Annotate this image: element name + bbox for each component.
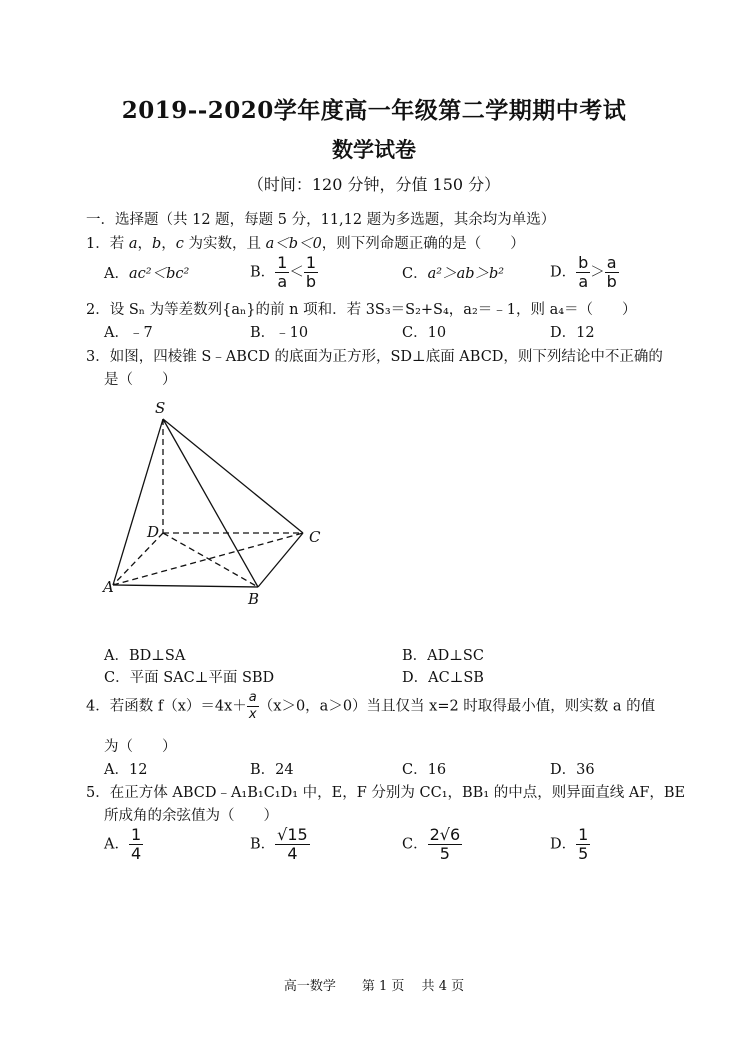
edge-BC bbox=[258, 533, 303, 587]
label-C: C bbox=[309, 528, 321, 546]
q5-option-b: B． $\frac{√15}{4}$ bbox=[250, 825, 308, 863]
question-number: 1． bbox=[86, 236, 110, 252]
q5-option-a: A． $\frac{1}{4}$ bbox=[104, 825, 142, 863]
q4-option-a: A．12 bbox=[104, 762, 148, 778]
diagonal-DB bbox=[163, 533, 258, 587]
question-5-line2: 所成角的余弦值为（ ） bbox=[104, 808, 278, 824]
q1-option-a: A．ac²＜bc² bbox=[104, 266, 190, 282]
question-4-line2: 为（ ） bbox=[104, 739, 177, 755]
label-B: B bbox=[248, 590, 260, 608]
edge-AB bbox=[113, 585, 258, 587]
exam-title: 2019--2020学年度高一年级第二学期期中考试 bbox=[121, 97, 627, 124]
question-4: 4．若函数 f（x）＝4x＋ $\frac{a}{x}$ （x＞0，a＞0）当且仅当 x=2 时取得最小值，则实数 a 的值 bbox=[86, 690, 656, 722]
q4-option-c: C．16 bbox=[402, 762, 447, 778]
q1-option-c: C．a²＞ab＞b² bbox=[402, 266, 505, 282]
pyramid-figure bbox=[95, 395, 335, 615]
q5-option-c: C． $\frac{2√6}{5}$ bbox=[402, 825, 461, 863]
q3-option-b: B．AD⊥SC bbox=[402, 648, 484, 664]
q1-option-b: B． $\frac{1}{a}$ ＜ $\frac{1}{b}$ bbox=[250, 253, 317, 291]
edge-SC bbox=[163, 419, 303, 533]
question-3: 3．如图，四棱锥 S﹣ABCD 的底面为正方形，SD⊥底面 ABCD，则下列结论中不正确的 bbox=[86, 349, 663, 365]
question-2: 2．设 Sₙ 为等差数列{aₙ}的前 n 项和．若 3S₃＝S₂+S₄，a₂＝﹣1，则 a₄＝（ ） bbox=[86, 302, 637, 318]
q3-option-a: A．BD⊥SA bbox=[104, 648, 186, 664]
question-5: 5．在正方体 ABCD﹣A₁B₁C₁D₁ 中，E，F 分别为 CC₁，BB₁ 的中点，则异面直线 AF，BE bbox=[86, 785, 686, 801]
q2-option-a: A．﹣7 bbox=[104, 325, 153, 341]
section-heading: 一．选择题（共 12 题，每题 5 分，11,12 题为多选题，其余均为单选） bbox=[86, 212, 556, 228]
q3-option-d: D．AC⊥SB bbox=[402, 670, 484, 686]
q4-option-d: D．36 bbox=[550, 762, 595, 778]
edge-SA bbox=[113, 419, 163, 585]
label-A: A bbox=[103, 578, 114, 596]
question-1: 1．若 a，b，c 为实数，且 a＜b＜0，则下列命题正确的是（ ） bbox=[86, 236, 525, 252]
q4-option-b: B．24 bbox=[250, 762, 294, 778]
q1-option-d: D． $\frac{b}{a}$ ＞ $\frac{a}{b}$ bbox=[550, 253, 617, 291]
exam-subtitle: 数学试卷 bbox=[332, 137, 416, 162]
label-D: D bbox=[147, 523, 160, 541]
q3-option-c: C．平面 SAC⊥平面 SBD bbox=[104, 670, 275, 686]
edge-SB bbox=[163, 419, 258, 587]
exam-info: （时间：120 分钟，分值 150 分） bbox=[247, 175, 501, 194]
page-footer: 高一数学 第 1 页 共 4 页 bbox=[283, 979, 465, 994]
label-S: S bbox=[155, 399, 166, 417]
q5-option-d: D． $\frac{1}{5}$ bbox=[550, 825, 589, 863]
q2-option-d: D．12 bbox=[550, 325, 595, 341]
question-3-line2: 是（ ） bbox=[104, 372, 177, 388]
q2-option-c: C．10 bbox=[402, 325, 447, 341]
q2-option-b: B．﹣10 bbox=[250, 325, 309, 341]
